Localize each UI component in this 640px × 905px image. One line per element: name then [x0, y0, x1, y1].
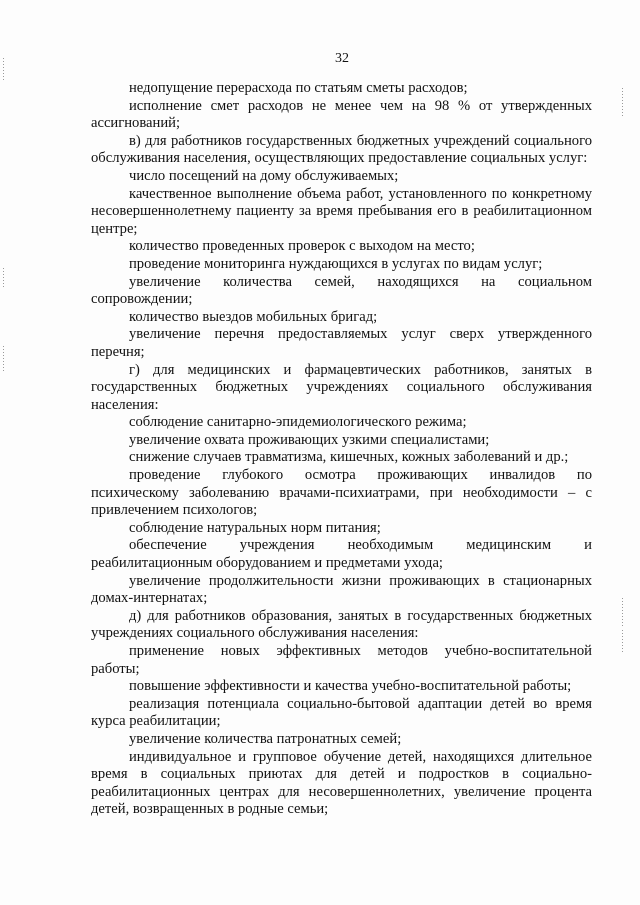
paragraph: соблюдение натуральных норм питания;	[129, 519, 381, 536]
paragraph: увеличение количества семей, находящихся на социальном сопровождении;	[91, 273, 592, 308]
paragraph: д) для работников образования, занятых в государственных бюджетных учреждениях социального обслуживания населения:	[91, 607, 592, 642]
paragraph: увеличение перечня предоставляемых услуг сверх утвержденного перечня;	[91, 326, 592, 360]
paragraph: реализация потенциала социально-бытовой адаптации детей во время курса реабилитации;	[91, 695, 592, 730]
paragraph: г) для медицинских и фармацевтических работников, занятых в государственных бюджетных учреждениях социального обслуживания населения:	[91, 361, 592, 413]
paragraph: исполнение смет расходов не менее чем на 98 % от утвержденных ассигнований;	[91, 97, 592, 132]
paragraph: проведение мониторинга нуждающихся в услугах по видам услуг;	[129, 255, 543, 272]
scan-mark-left	[3, 268, 4, 288]
paragraph: проведение глубокого осмотра проживающих инвалидов по психическому заболеванию врачами-психиатрами, при необходимости – с привлечением психологов;	[91, 467, 592, 519]
scan-mark-left	[3, 346, 4, 372]
page-number: 32	[335, 51, 349, 66]
paragraph: недопущение перерасхода по статьям сметы расходов;	[129, 80, 468, 96]
paragraph: количество проведенных проверок с выходом на место;	[129, 238, 475, 255]
paragraph: увеличение охвата проживающих узкими специалистами;	[129, 431, 490, 448]
scan-mark-right	[622, 88, 623, 118]
scan-mark-left	[3, 58, 4, 80]
paragraph: повышение эффективности и качества учебно-воспитательной работы;	[129, 678, 572, 695]
paragraph: увеличение количества патронатных семей;	[129, 730, 402, 747]
paragraph: обеспечение учреждения необходимым медицинским и реабилитационным оборудованием и предметами ухода;	[91, 537, 592, 572]
paragraph: количество выездов мобильных бригад;	[129, 308, 378, 325]
paragraph: применение новых эффективных методов учебно-воспитательной работы;	[91, 643, 592, 677]
document-body	[91, 80, 592, 819]
paragraph: увеличение продолжительности жизни проживающих в стационарных домах-интернатах;	[91, 572, 592, 607]
scan-mark-right	[622, 598, 623, 628]
paragraph: соблюдение санитарно-эпидемиологического режима;	[129, 414, 467, 431]
paragraph: индивидуальное и групповое обучение детей, находящихся длительное время в социальных приютах для детей и подростков в социально-реабилитационных центрах для несовершеннолетних, увеличение процента детей, возвращенных в родные семьи;	[91, 748, 592, 818]
paragraph: в) для работников государственных бюджетных учреждений социального обслуживания населения, осуществляющих предоставление социальных услуг:	[91, 132, 592, 167]
paragraph: число посещений на дому обслуживаемых;	[129, 167, 399, 184]
paragraph: качественное выполнение объема работ, установленного по конкретному несовершеннолетнему пациенту за время пребывания его в реабилитационном центре;	[91, 185, 592, 237]
paragraph: снижение случаев травматизма, кишечных, кожных заболеваний и др.;	[129, 449, 569, 466]
scan-mark-right	[622, 630, 623, 652]
